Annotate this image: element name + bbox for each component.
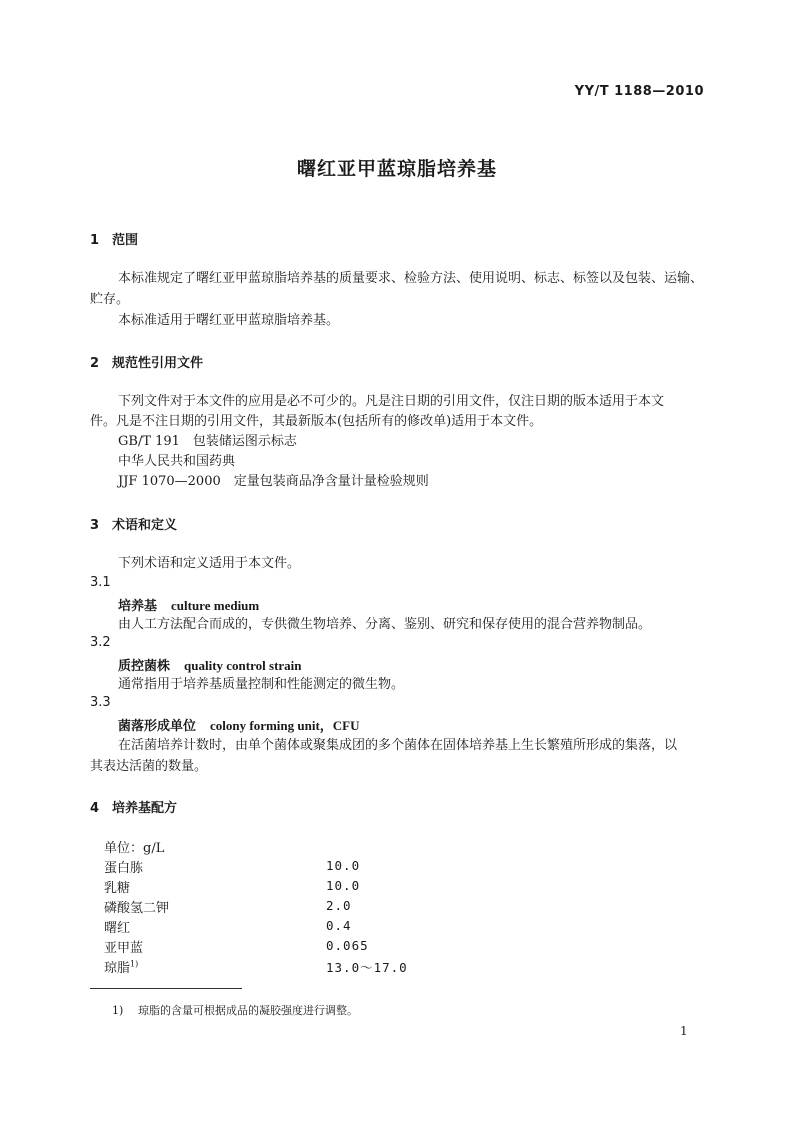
- subclause-number: 3.1: [90, 575, 111, 590]
- ingredient-name-with-footnote: [104, 957, 138, 976]
- ingredient-name: 磷酸氢二钾: [104, 901, 170, 916]
- ingredient-amount: 10.0: [326, 858, 361, 873]
- term-chinese: 培养基: [118, 599, 158, 614]
- normative-reference: 中华人民共和国药典: [118, 454, 236, 469]
- paragraph-line: 下列术语和定义适用于本文件。: [118, 556, 301, 571]
- section-number: 2: [90, 356, 100, 371]
- footnote-reference: 1): [130, 959, 139, 969]
- formula-unit: 单位：g/L: [104, 841, 165, 856]
- section-title: 术语和定义: [112, 518, 178, 533]
- ingredient-name: 蛋白胨: [104, 861, 144, 876]
- term-entry: [118, 715, 360, 734]
- normative-reference: GB/T 191 包装储运图示标志: [118, 434, 297, 449]
- paragraph-line: 本标准规定了曙红亚甲蓝琼脂培养基的质量要求、检验方法、使用说明、标志、标签以及包装、运输、: [118, 271, 704, 286]
- paragraph-line: 本标准适用于曙红亚甲蓝琼脂培养基。: [118, 313, 340, 328]
- ingredient-name: 曙红: [104, 921, 131, 936]
- document-title: 曙红亚甲蓝琼脂培养基: [296, 158, 497, 180]
- section-3-heading: [90, 514, 177, 533]
- ingredient-amount: 0.065: [326, 938, 369, 953]
- footnote-divider: [90, 988, 242, 989]
- ingredient-amount: 13.0～17.0: [326, 960, 408, 975]
- ingredient-amount: 0.4: [326, 918, 352, 933]
- term-entry: [118, 595, 259, 614]
- term-definition: 通常指用于培养基质量控制和性能测定的微生物。: [118, 677, 405, 692]
- normative-reference: JJF 1070—2000 定量包装商品净含量计量检验规则: [118, 474, 429, 489]
- footnote-mark: 1): [112, 1004, 124, 1017]
- paragraph-line: 件。凡是不注日期的引用文件，其最新版本(包括所有的修改单)适用于本文件。: [90, 414, 543, 429]
- section-title: 范围: [112, 233, 139, 248]
- subclause-number: 3.2: [90, 635, 111, 650]
- term-chinese: 质控菌株: [118, 659, 171, 674]
- term-chinese: 菌落形成单位: [118, 719, 197, 734]
- section-number: 1: [90, 233, 100, 248]
- section-number: 3: [90, 518, 100, 533]
- footnote: [112, 1002, 358, 1018]
- term-entry: [118, 655, 302, 674]
- ingredient-name: 乳糖: [104, 881, 131, 896]
- term-english: colony forming unit，CFU: [210, 718, 360, 733]
- page-number: 1: [680, 1024, 688, 1038]
- term-definition: 其表达活菌的数量。: [90, 759, 208, 774]
- paragraph-line: 下列文件对于本文件的应用是必不可少的。凡是注日期的引用文件，仅注日期的版本适用于本文: [118, 394, 665, 409]
- section-1-heading: [90, 229, 138, 248]
- ingredient-amount: 10.0: [326, 878, 361, 893]
- term-definition: 在活菌培养计数时，由单个菌体或聚集成团的多个菌体在固体培养基上生长繁殖所形成的集落，以: [118, 738, 678, 753]
- term-english: quality control strain: [184, 658, 302, 673]
- ingredient-name: 琼脂: [104, 961, 131, 976]
- ingredient-name: 亚甲蓝: [104, 941, 144, 956]
- subclause-number: 3.3: [90, 695, 111, 710]
- term-english: culture medium: [171, 598, 260, 613]
- section-number: 4: [90, 801, 100, 816]
- section-4-heading: [90, 797, 177, 816]
- section-2-heading: [90, 352, 203, 371]
- footnote-text: 琼脂的含量可根据成品的凝胶强度进行调整。: [138, 1004, 358, 1017]
- term-definition: 由人工方法配合而成的，专供微生物培养、分离、鉴别、研究和保存使用的混合营养物制品。: [118, 617, 652, 632]
- section-title: 规范性引用文件: [112, 356, 204, 371]
- ingredient-amount: 2.0: [326, 898, 352, 913]
- paragraph-line: 贮存。: [90, 292, 130, 307]
- section-title: 培养基配方: [112, 801, 178, 816]
- standard-code: YY/T 1188—2010: [574, 84, 704, 99]
